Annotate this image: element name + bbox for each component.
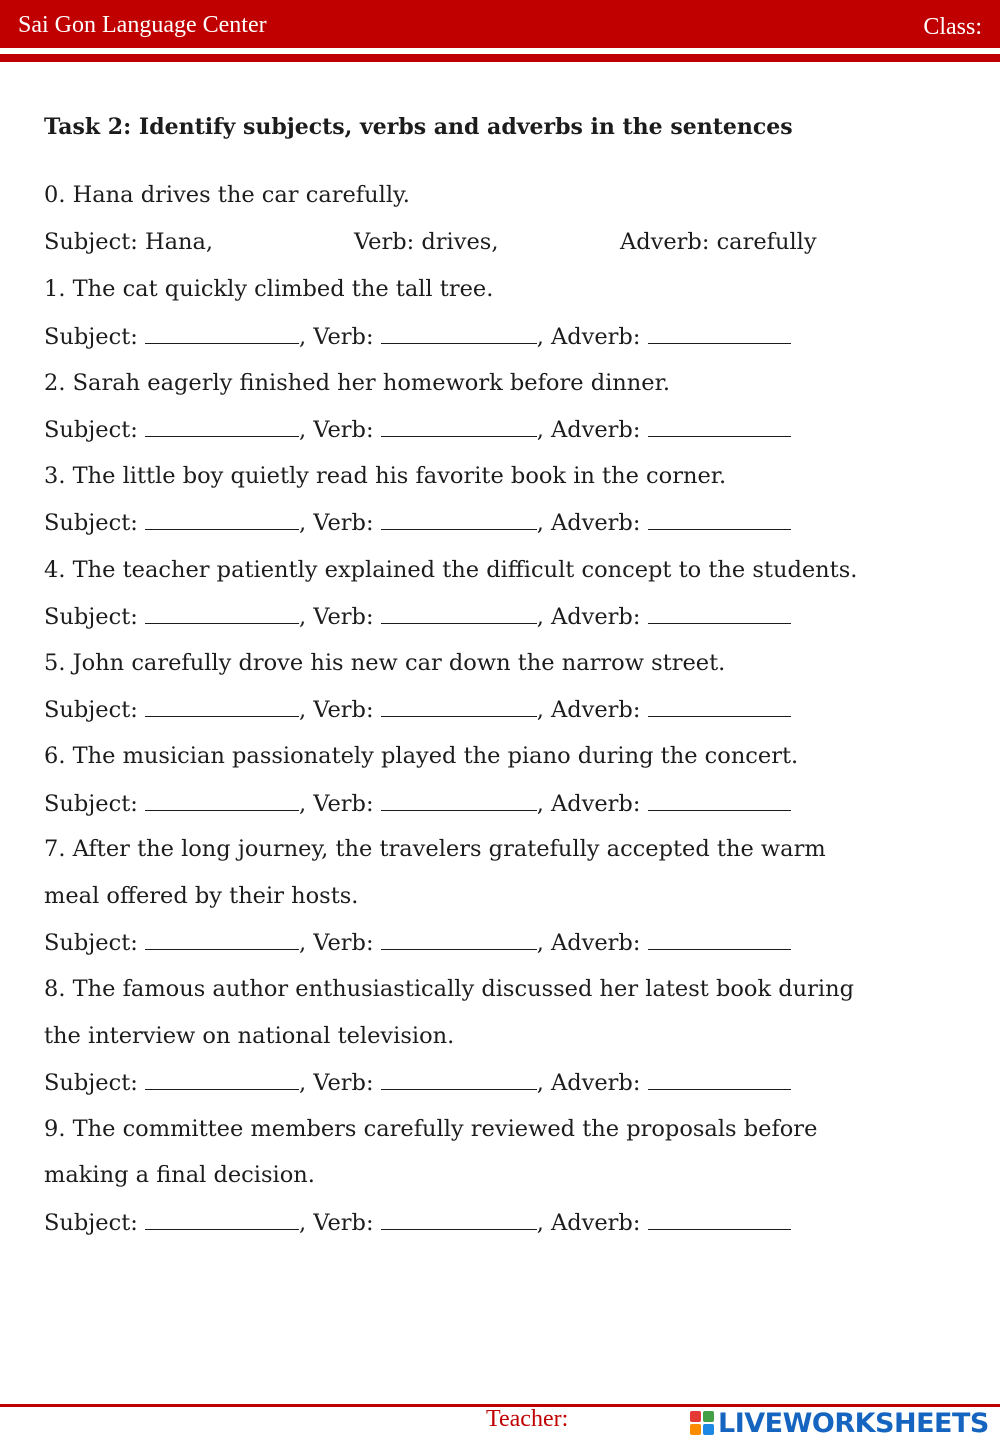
sentence-8-continued: the interview on national television. bbox=[44, 1023, 455, 1049]
class-label: Class: bbox=[923, 14, 982, 40]
adverb-blank[interactable] bbox=[648, 1209, 791, 1230]
adverb-label: , Adverb: bbox=[536, 1210, 648, 1236]
verb-label: , Verb: bbox=[298, 417, 381, 443]
verb-blank[interactable] bbox=[381, 929, 537, 950]
adverb-blank[interactable] bbox=[648, 323, 791, 344]
subject-label: Subject: bbox=[44, 1070, 145, 1096]
sentence-3: 3. The little boy quietly read his favorite book in the corner. bbox=[44, 463, 727, 489]
verb-blank[interactable] bbox=[381, 603, 537, 624]
adverb-blank[interactable] bbox=[648, 696, 791, 717]
sentence-2: 2. Sarah eagerly finished her homework before dinner. bbox=[44, 370, 671, 396]
header-divider bbox=[0, 54, 1000, 62]
subject-label: Subject: bbox=[44, 791, 145, 817]
verb-blank[interactable] bbox=[381, 509, 537, 530]
sentence-9: 9. The committee members carefully reviewed the proposals before bbox=[44, 1116, 818, 1142]
teacher-label: Teacher: bbox=[486, 1406, 569, 1432]
adverb-blank[interactable] bbox=[648, 790, 791, 811]
verb-blank[interactable] bbox=[381, 416, 537, 437]
adverb-blank[interactable] bbox=[648, 929, 791, 950]
adverb-label: , Adverb: bbox=[536, 930, 648, 956]
verb-label: , Verb: bbox=[298, 1070, 381, 1096]
school-name: Sai Gon Language Center bbox=[18, 12, 267, 38]
subject-blank[interactable] bbox=[145, 929, 299, 950]
sentence-6: 6. The musician passionately played the piano during the concert. bbox=[44, 743, 799, 769]
verb-label: , Verb: bbox=[298, 510, 381, 536]
verb-blank[interactable] bbox=[381, 790, 537, 811]
subject-label: Subject: bbox=[44, 1210, 145, 1236]
task-title: Task 2: Identify subjects, verbs and adverbs in the sentences bbox=[44, 114, 793, 140]
sentence-7: 7. After the long journey, the travelers gratefully accepted the warm bbox=[44, 836, 826, 862]
subject-label: Subject: bbox=[44, 510, 145, 536]
verb-label: , Verb: bbox=[298, 1210, 381, 1236]
subject-label: Subject: bbox=[44, 930, 145, 956]
example-subject: Subject: Hana, bbox=[44, 229, 214, 255]
adverb-label: , Adverb: bbox=[536, 510, 648, 536]
adverb-blank[interactable] bbox=[648, 603, 791, 624]
answer-row-6 bbox=[44, 790, 791, 817]
subject-label: Subject: bbox=[44, 417, 145, 443]
adverb-label: , Adverb: bbox=[536, 604, 648, 630]
sentence-8: 8. The famous author enthusiastically discussed her latest book during bbox=[44, 976, 854, 1002]
answer-row-4 bbox=[44, 603, 791, 630]
adverb-label: , Adverb: bbox=[536, 791, 648, 817]
verb-blank[interactable] bbox=[381, 1069, 537, 1090]
subject-blank[interactable] bbox=[145, 790, 299, 811]
adverb-label: , Adverb: bbox=[536, 417, 648, 443]
adverb-blank[interactable] bbox=[648, 416, 791, 437]
adverb-blank[interactable] bbox=[648, 509, 791, 530]
sentence-4: 4. The teacher patiently explained the difficult concept to the students. bbox=[44, 557, 858, 583]
subject-blank[interactable] bbox=[145, 696, 299, 717]
sentence-1: 1. The cat quickly climbed the tall tree. bbox=[44, 276, 494, 302]
answer-row-5 bbox=[44, 696, 791, 723]
example-answer bbox=[44, 229, 944, 255]
verb-label: , Verb: bbox=[298, 697, 381, 723]
subject-blank[interactable] bbox=[145, 1209, 299, 1230]
answer-row-8 bbox=[44, 1069, 791, 1096]
answer-row-9 bbox=[44, 1209, 791, 1236]
verb-blank[interactable] bbox=[381, 323, 537, 344]
example-sentence: 0. Hana drives the car carefully. bbox=[44, 182, 410, 208]
subject-label: Subject: bbox=[44, 324, 145, 350]
sentence-7-continued: meal offered by their hosts. bbox=[44, 883, 359, 909]
adverb-label: , Adverb: bbox=[536, 697, 648, 723]
subject-blank[interactable] bbox=[145, 416, 299, 437]
adverb-label: , Adverb: bbox=[536, 1070, 648, 1096]
verb-blank[interactable] bbox=[381, 1209, 537, 1230]
logo-icon bbox=[690, 1411, 714, 1435]
subject-blank[interactable] bbox=[145, 323, 299, 344]
verb-blank[interactable] bbox=[381, 696, 537, 717]
adverb-label: , Adverb: bbox=[536, 324, 648, 350]
example-adverb: Adverb: carefully bbox=[620, 229, 817, 255]
answer-row-2 bbox=[44, 416, 791, 443]
logo-text: LIVEWORKSHEETS bbox=[718, 1407, 989, 1439]
example-verb: Verb: drives, bbox=[354, 229, 499, 255]
subject-label: Subject: bbox=[44, 697, 145, 723]
subject-blank[interactable] bbox=[145, 509, 299, 530]
subject-blank[interactable] bbox=[145, 1069, 299, 1090]
verb-label: , Verb: bbox=[298, 930, 381, 956]
answer-row-1 bbox=[44, 323, 791, 350]
sentence-5: 5. John carefully drove his new car down the narrow street. bbox=[44, 650, 726, 676]
subject-blank[interactable] bbox=[145, 603, 299, 624]
verb-label: , Verb: bbox=[298, 324, 381, 350]
verb-label: , Verb: bbox=[298, 604, 381, 630]
header-bar bbox=[0, 0, 1000, 48]
sentence-9-continued: making a final decision. bbox=[44, 1162, 315, 1188]
answer-row-7 bbox=[44, 929, 791, 956]
liveworksheets-logo[interactable] bbox=[690, 1406, 989, 1440]
verb-label: , Verb: bbox=[298, 791, 381, 817]
answer-row-3 bbox=[44, 509, 791, 536]
subject-label: Subject: bbox=[44, 604, 145, 630]
adverb-blank[interactable] bbox=[648, 1069, 791, 1090]
